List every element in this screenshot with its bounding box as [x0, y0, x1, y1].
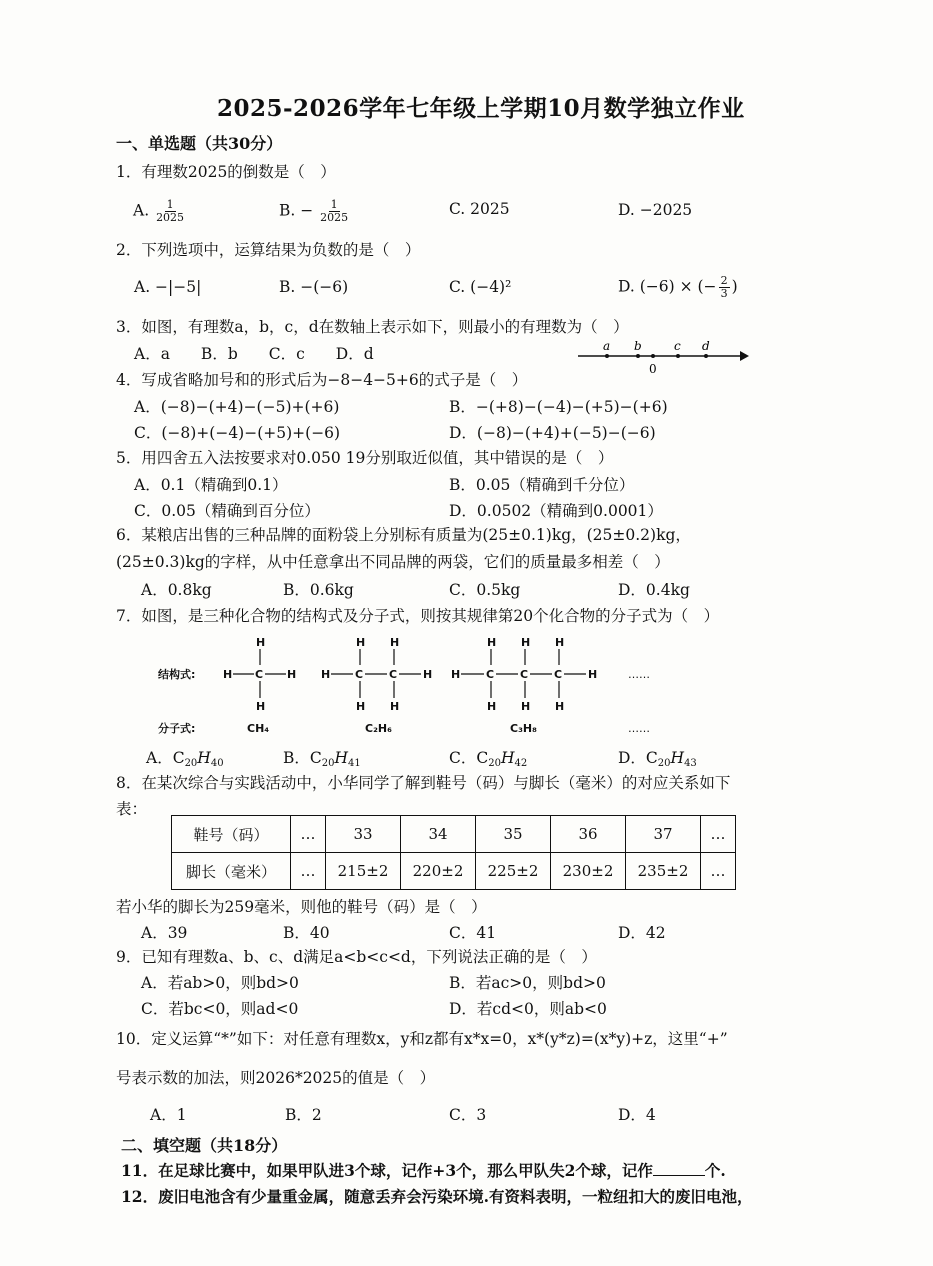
- question-6-option-d: D．0.4kg: [618, 581, 690, 599]
- question-5-option-d: D．0.0502（精确到0.0001）: [449, 502, 663, 520]
- svg-text:H: H: [588, 668, 598, 681]
- question-1-option-a: A. $\frac{1}{2025}$: [133, 198, 185, 224]
- svg-text:H: H: [487, 636, 497, 649]
- question-8-option-b: B．40: [283, 924, 330, 942]
- label-zero: 0: [649, 362, 657, 376]
- question-1-option-c: C. 2025: [449, 200, 510, 218]
- question-4-option-b: B．−(+8)−(−4)−(+5)−(+6): [449, 398, 668, 416]
- svg-text:C: C: [520, 668, 529, 681]
- svg-text:H: H: [256, 636, 266, 649]
- table-cell: 225±2: [476, 853, 551, 890]
- point-c: [676, 354, 680, 358]
- question-7-option-c: C．$C_{20}H_{42}$: [449, 749, 528, 769]
- table-cell: 230±2: [551, 853, 626, 890]
- molecule-structure-figure: [150, 628, 670, 743]
- number-line-figure: [574, 336, 754, 378]
- question-5-stem: 5．用四舍五入法按要求对0.050 19分别取近似值，其中错误的是（ ）: [116, 449, 614, 467]
- question-6-option-c: C．0.5kg: [449, 581, 521, 599]
- formula-2: C₂H₆: [365, 722, 392, 735]
- svg-text:H: H: [521, 636, 531, 649]
- formula-1: CH₄: [247, 722, 270, 735]
- question-11: 11．在足球比赛中，如果甲队进3个球，记作+3个，那么甲队失2个球，记作 个.: [121, 1161, 726, 1180]
- svg-text:H: H: [223, 668, 233, 681]
- section-heading-fill-in: 二、填空题（共18分）: [121, 1136, 288, 1155]
- question-8-line-1: 8．在某次综合与实践活动中，小华同学了解到鞋号（码）与脚长（毫米）的对应关系如下: [116, 774, 731, 792]
- label-b: b: [634, 339, 642, 353]
- question-4-option-c: C．(−8)+(−4)−(+5)+(−6): [134, 424, 341, 442]
- question-4-option-a: A．(−8)−(+4)−(−5)+(+6): [134, 398, 340, 416]
- svg-text:H: H: [390, 636, 400, 649]
- structure-label: 结构式:: [158, 668, 196, 681]
- question-7-option-a: A．$C_{20}H_{40}$: [146, 749, 224, 769]
- question-1-option-d: D. −2025: [618, 201, 693, 219]
- question-1-stem: 1．有理数2025的倒数是（ ）: [116, 163, 336, 181]
- question-2-option-c: C. (−4)²: [449, 278, 512, 296]
- question-5-option-a: A．0.1（精确到0.1）: [134, 476, 288, 494]
- question-7-stem: 7．如图，是三种化合物的结构式及分子式，则按其规律第20个化合物的分子式为（ ）: [116, 607, 720, 625]
- question-6-line-1: 6．某粮店出售的三种品牌的面粉袋上分别标有质量为(25±0.1)kg，(25±0.2)kg，: [116, 526, 691, 544]
- point-a: [605, 354, 609, 358]
- table-cell: 33: [326, 816, 401, 853]
- table-cell: …: [291, 853, 326, 890]
- svg-text:H: H: [356, 636, 366, 649]
- svg-text:H: H: [555, 700, 565, 713]
- formula-3: C₃H₈: [510, 722, 537, 735]
- label-c: c: [674, 339, 681, 353]
- question-9-option-b: B．若ac>0，则bd>0: [449, 974, 606, 992]
- question-6-option-b: B．0.6kg: [283, 581, 354, 599]
- page-title: 2025-2026学年七年级上学期10月数学独立作业: [217, 95, 745, 122]
- table-cell: 34: [401, 816, 476, 853]
- question-1-option-b: B. − $\frac{1}{2025}$: [279, 198, 349, 224]
- structure-continuation-dots: ……: [628, 668, 650, 681]
- point-b: [636, 354, 640, 358]
- label-d: d: [702, 339, 710, 353]
- svg-text:C: C: [389, 668, 398, 681]
- point-zero: [651, 354, 655, 358]
- table-cell: 35: [476, 816, 551, 853]
- svg-text:C: C: [486, 668, 495, 681]
- formula-label: 分子式:: [158, 722, 196, 735]
- svg-text:H: H: [555, 636, 565, 649]
- question-3-options: A．a B．b C．c D．d: [134, 345, 374, 363]
- label-a: a: [603, 339, 611, 353]
- svg-text:H: H: [287, 668, 297, 681]
- question-2-option-d: D. (−6) × (− $\frac{2}{3}$ ): [618, 274, 738, 300]
- svg-text:H: H: [390, 700, 400, 713]
- question-12-line-1: 12．废旧电池含有少量重金属，随意丢弃会污染环境.有资料表明，一粒纽扣大的废旧电池，: [121, 1187, 753, 1206]
- table-row: [172, 853, 736, 890]
- question-8-option-c: C．41: [449, 924, 497, 942]
- table-cell: 220±2: [401, 853, 476, 890]
- question-5-option-c: C．0.05（精确到百分位）: [134, 502, 320, 520]
- question-5-option-b: B．0.05（精确到千分位）: [449, 476, 635, 494]
- question-2-option-b: B. −(−6): [279, 278, 349, 296]
- question-10-line-2: 号表示数的加法，则2026*2025的值是（ ）: [116, 1069, 436, 1087]
- question-10-option-a: A．1: [150, 1106, 187, 1124]
- svg-text:H: H: [423, 668, 433, 681]
- question-10-option-d: D．4: [618, 1106, 656, 1124]
- formula-continuation-dots: ……: [628, 722, 650, 735]
- table-cell: 脚长（毫米）: [172, 853, 291, 890]
- question-9-stem: 9．已知有理数a、b、c、d满足a<b<c<d，下列说法正确的是（ ）: [116, 948, 597, 966]
- answer-blank[interactable]: [653, 1161, 705, 1176]
- table-cell: …: [701, 816, 736, 853]
- table-cell: 鞋号（码）: [172, 816, 291, 853]
- question-7-option-d: D．$C_{20}H_{43}$: [618, 749, 697, 769]
- question-9-option-a: A．若ab>0，则bd>0: [141, 974, 299, 992]
- table-cell: 235±2: [626, 853, 701, 890]
- question-10-option-c: C．3: [449, 1106, 487, 1124]
- table-cell: …: [291, 816, 326, 853]
- question-8-after-table: 若小华的脚长为259毫米，则他的鞋号（码）是（ ）: [116, 898, 487, 916]
- table-cell: 36: [551, 816, 626, 853]
- svg-text:H: H: [451, 668, 461, 681]
- question-6-option-a: A．0.8kg: [141, 581, 212, 599]
- svg-text:C: C: [255, 668, 264, 681]
- question-2-stem: 2．下列选项中，运算结果为负数的是（ ）: [116, 241, 421, 259]
- question-10-option-b: B．2: [285, 1106, 322, 1124]
- svg-text:H: H: [256, 700, 266, 713]
- table-row: [172, 816, 736, 853]
- question-8-option-d: D．42: [618, 924, 666, 942]
- svg-text:C: C: [355, 668, 364, 681]
- svg-text:H: H: [321, 668, 331, 681]
- question-8-line-2: 表：: [116, 800, 148, 818]
- question-6-line-2: (25±0.3)kg的字样，从中任意拿出不同品牌的两袋，它们的质量最多相差（ ）: [116, 553, 670, 571]
- table-cell: 215±2: [326, 853, 401, 890]
- question-9-option-d: D．若cd<0，则ab<0: [449, 1000, 607, 1018]
- question-7-option-b: B．$C_{20}H_{41}$: [283, 749, 361, 769]
- question-2-option-a: A. −|−5|: [134, 278, 202, 296]
- table-cell: 37: [626, 816, 701, 853]
- question-8-option-a: A．39: [141, 924, 188, 942]
- section-heading-single-choice: 一、单选题（共30分）: [116, 134, 283, 153]
- point-d: [704, 354, 708, 358]
- svg-text:H: H: [487, 700, 497, 713]
- svg-text:H: H: [521, 700, 531, 713]
- question-4-option-d: D．(−8)−(+4)+(−5)−(−6): [449, 424, 656, 442]
- question-9-option-c: C．若bc<0，则ad<0: [141, 1000, 299, 1018]
- svg-text:H: H: [356, 700, 366, 713]
- table-cell: …: [701, 853, 736, 890]
- shoe-size-table: [171, 815, 736, 890]
- question-3-stem: 3．如图，有理数a，b，c，d在数轴上表示如下，则最小的有理数为（ ）: [116, 318, 629, 336]
- svg-text:C: C: [554, 668, 563, 681]
- number-line-arrow: [740, 351, 749, 361]
- question-10-line-1: 10．定义运算“*”如下：对任意有理数x，y和z都有x*x=0，x*(y*z)=(x*y)+z，这里“+”: [116, 1030, 728, 1048]
- question-4-stem: 4．写成省略加号和的形式后为−8−4−5+6的式子是（ ）: [116, 371, 528, 389]
